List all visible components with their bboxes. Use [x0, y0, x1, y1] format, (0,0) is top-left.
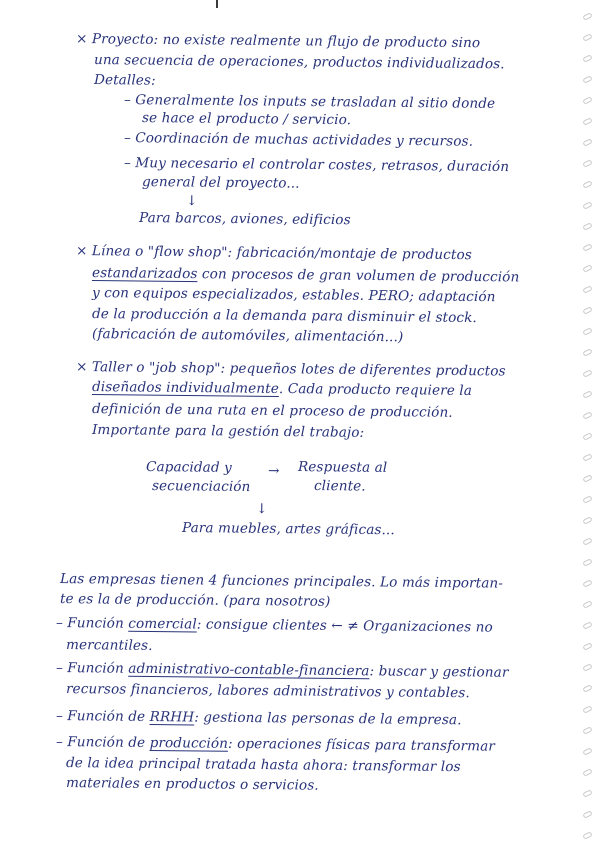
funcion-comercial	[56, 614, 493, 637]
perforation-hole	[582, 75, 592, 83]
taller-line-1: × Taller o "job shop": pequeños lotes de diferentes productos	[75, 359, 506, 380]
perforation-hole	[582, 453, 592, 461]
proyecto-examples: Para barcos, aviones, edificios	[138, 210, 351, 229]
perforation-hole	[582, 33, 592, 41]
perforation-hole	[582, 516, 592, 524]
taller-arrow-down: ↓	[255, 501, 268, 518]
perforation-hole	[582, 12, 592, 20]
perforation-hole	[582, 810, 592, 818]
taller-line-2	[92, 378, 472, 400]
perforation-hole	[582, 264, 592, 272]
proyecto-line-2: una secuencia de operaciones, productos individualizados.	[93, 52, 505, 73]
funcion-admin	[56, 659, 509, 682]
perforation-hole	[582, 642, 592, 650]
perforation-hole	[582, 138, 592, 146]
funcion-admin-title: administrativo-contable-financiera	[128, 660, 370, 680]
taller-underlined: diseñados individualmente	[91, 379, 279, 397]
perforation-hole	[582, 96, 592, 104]
perforation-hole	[582, 705, 592, 713]
taller-capacidad: Capacidad y	[145, 459, 232, 476]
proyecto-line-4: – Generalmente los inputs se trasladan al sitio donde	[123, 92, 496, 112]
funcion-rrhh	[56, 707, 462, 729]
perforation-hole	[582, 222, 592, 230]
taller-respuesta: Respuesta al	[297, 459, 388, 476]
proyecto-line-7: – Muy necesario el controlar costes, retrasos, duración	[123, 155, 510, 176]
perforation-hole	[582, 789, 592, 797]
taller-cliente: cliente.	[313, 478, 366, 495]
proyecto-line-3: Detalles:	[93, 72, 156, 89]
perforation-hole	[582, 180, 592, 188]
perforation-hole	[582, 243, 592, 251]
perforation-hole	[582, 348, 592, 356]
funcion-admin-prefix: – Función	[55, 660, 129, 677]
proyecto-line-1: × Proyecto: no existe realmente un flujo de producto sino	[75, 31, 481, 52]
funcion-comercial-prefix: – Función	[55, 615, 129, 632]
proyecto-line-8: general del proyecto...	[141, 174, 300, 192]
perforation-hole	[582, 684, 592, 692]
proyecto-arrow-down: ↓	[185, 193, 198, 210]
spiral-holes	[580, 0, 594, 848]
perforation-hole	[582, 495, 592, 503]
perforation-hole	[582, 369, 592, 377]
funcion-produccion-cont-2: materiales en productos o servicios.	[65, 775, 319, 794]
taller-secuenciacion: secuenciación	[151, 478, 251, 496]
perforation-hole	[582, 432, 592, 440]
perforation-hole	[582, 306, 592, 314]
linea-line-3: y con equipos especializados, estables. PERO; adaptación	[91, 285, 496, 306]
perforation-hole	[582, 558, 592, 566]
perforation-hole	[582, 201, 592, 209]
funcion-produccion-cont-1: de la idea principal tratada hasta ahora: transformar los	[65, 755, 461, 776]
linea-line-2	[92, 264, 520, 286]
taller-line-4: Importante para la gestión del trabajo:	[91, 422, 365, 441]
perforation-hole	[582, 159, 592, 167]
linea-line-2-rest: con procesos de gran volumen de producción	[197, 266, 520, 286]
funcion-produccion-text: : operaciones físicas para transformar	[227, 735, 496, 755]
funcion-rrhh-title: RRHH	[149, 708, 195, 726]
perforation-hole	[582, 54, 592, 62]
funciones-intro-2: te es la de producción. (para nosotros)	[59, 591, 331, 610]
funcion-comercial-text: : consigue clientes ← ≠ Organizaciones no	[196, 616, 493, 636]
funcion-produccion	[56, 733, 495, 756]
proyecto-line-5: se hace el producto / servicio.	[141, 110, 352, 129]
perforation-hole	[582, 831, 592, 839]
perforation-hole	[582, 579, 592, 587]
perforation-hole	[582, 390, 592, 398]
funcion-produccion-title: producción	[149, 734, 229, 752]
perforation-hole	[582, 537, 592, 545]
funcion-comercial-title: comercial	[128, 615, 197, 633]
funcion-admin-text: : buscar y gestionar	[369, 663, 509, 681]
perforation-hole	[582, 600, 592, 608]
perforation-hole	[582, 726, 592, 734]
funcion-produccion-prefix: – Función de	[55, 734, 150, 751]
linea-line-4: de la producción a la demanda para disminuir el stock.	[91, 306, 477, 327]
funcion-admin-cont: recursos financieros, labores administrativos y contables.	[65, 681, 470, 702]
top-mark	[216, 0, 218, 8]
perforation-hole	[582, 411, 592, 419]
perforation-hole	[582, 768, 592, 776]
taller-arrow-right: →	[267, 463, 280, 480]
taller-line-3: definición de una ruta en el proceso de producción.	[91, 401, 453, 421]
proyecto-line-6: – Coordinación de muchas actividades y recursos.	[123, 130, 474, 150]
perforation-hole	[582, 474, 592, 482]
perforation-hole	[582, 117, 592, 125]
linea-line-5: (fabricación de automóviles, alimentación...)	[91, 326, 404, 346]
funcion-rrhh-text: : gestiona las personas de la empresa.	[194, 709, 462, 729]
perforation-hole	[582, 621, 592, 629]
funciones-intro-1: Las empresas tienen 4 funciones principales. Lo más importan-	[59, 571, 504, 592]
funcion-rrhh-prefix: – Función de	[55, 708, 150, 725]
linea-line-1: × Línea o "flow shop": fabricación/montaje de productos	[75, 243, 472, 264]
linea-underlined: estandarizados	[91, 265, 198, 283]
perforation-hole	[582, 747, 592, 755]
perforation-hole	[582, 285, 592, 293]
perforation-hole	[582, 327, 592, 335]
perforation-hole	[582, 663, 592, 671]
taller-examples: Para muebles, artes gráficas...	[181, 520, 395, 539]
funcion-comercial-cont: mercantiles.	[65, 637, 153, 654]
taller-line-2-rest: . Cada producto requiere la	[278, 380, 473, 399]
